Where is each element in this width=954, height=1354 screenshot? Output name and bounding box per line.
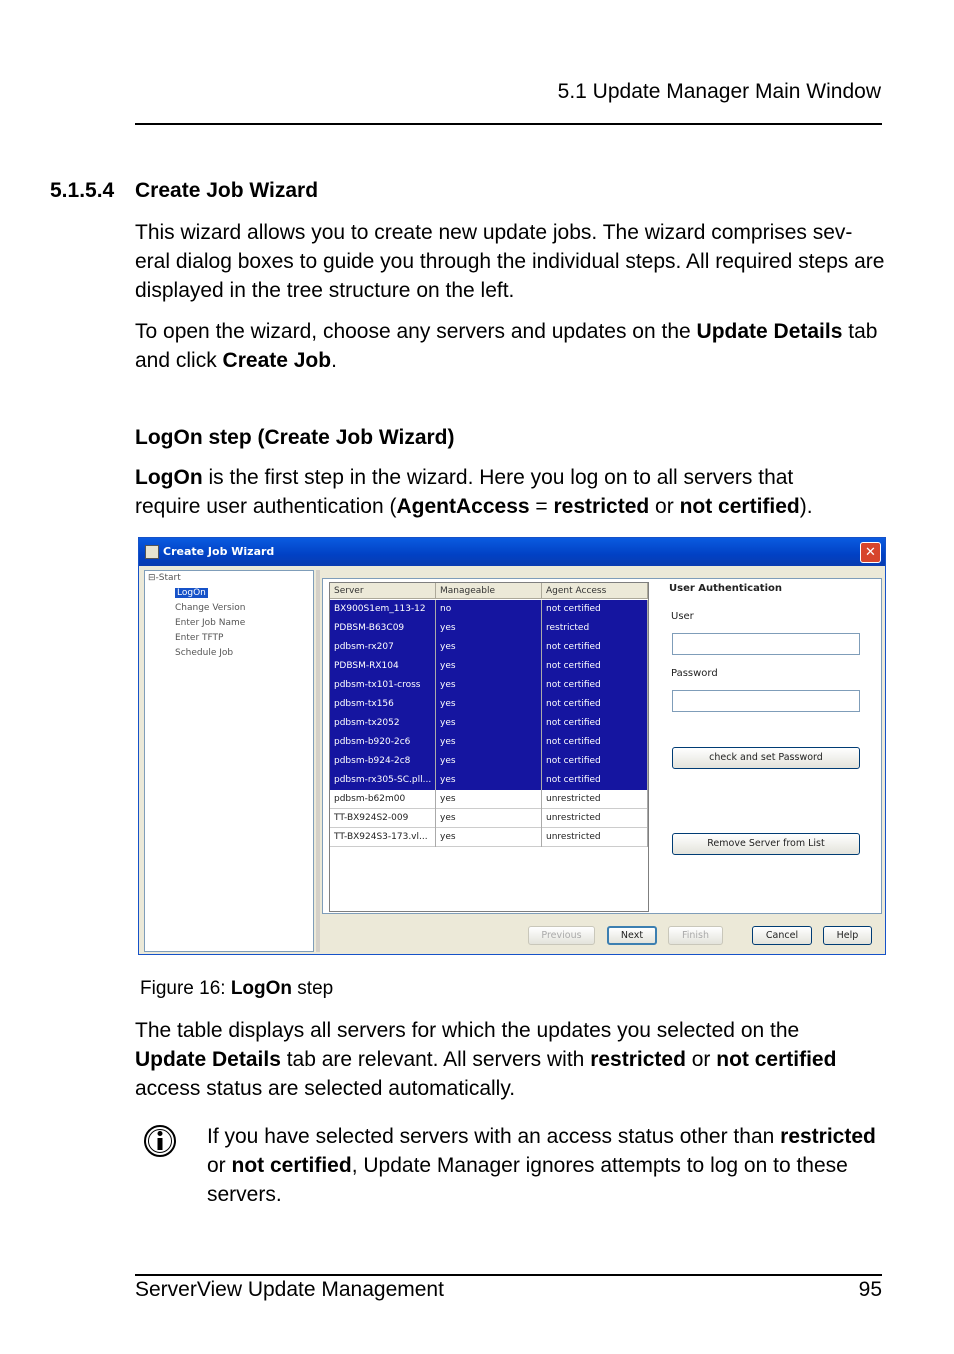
table-cell-manageable: yes	[436, 638, 542, 657]
table-cell-manageable: yes	[436, 828, 542, 847]
table-cell-manageable: yes	[436, 714, 542, 733]
column-header-agent-access[interactable]: Agent Access	[542, 583, 648, 599]
table-cell-access: not certified	[542, 714, 648, 733]
auth-title: User Authentication	[669, 583, 783, 594]
table-cell-access: not certified	[542, 638, 648, 657]
table-row[interactable]	[330, 619, 648, 638]
table-row[interactable]	[330, 809, 648, 828]
logon-paragraph: LogOn is the first step in the wizard. Here you log on to all servers that require user authentication (AgentAccess = restricted or not certified).	[135, 466, 813, 518]
table-cell-server: pdbsm-b920-2c6	[330, 733, 436, 752]
table-cell-server: pdbsm-tx101-cross	[330, 676, 436, 695]
app-icon	[145, 545, 159, 559]
close-icon[interactable]: ✕	[860, 542, 881, 563]
table-cell-manageable: yes	[436, 790, 542, 809]
finish-button[interactable]: Finish	[668, 926, 723, 945]
table-cell-server: pdbsm-b924-2c8	[330, 752, 436, 771]
cancel-button[interactable]: Cancel	[752, 926, 812, 945]
table-cell-server: pdbsm-rx305-SC.pll...	[330, 771, 436, 790]
note-text: If you have selected servers with an access status other than restricted or not certified, Update Manager ignores attempts to log on to these servers.	[207, 1125, 876, 1206]
info-icon	[143, 1124, 177, 1158]
table-cell-manageable: yes	[436, 733, 542, 752]
intro-paragraph-2: To open the wizard, choose any servers and updates on the Update Details tab and click Create Job.	[135, 320, 878, 372]
column-header-manageable[interactable]: Manageable	[436, 583, 542, 599]
window-title: Create Job Wizard	[163, 545, 275, 558]
table-cell-manageable: yes	[436, 619, 542, 638]
password-label: Password	[671, 668, 718, 679]
table-cell-manageable: yes	[436, 676, 542, 695]
user-label: User	[671, 611, 694, 622]
table-row[interactable]	[330, 600, 648, 619]
table-row[interactable]	[330, 790, 648, 809]
remove-server-button[interactable]: Remove Server from List	[672, 833, 860, 855]
table-cell-manageable: yes	[436, 657, 542, 676]
column-header-server[interactable]: Server	[330, 583, 436, 599]
tree-root[interactable]: ⊟-Start	[148, 573, 181, 583]
table-row[interactable]	[330, 714, 648, 733]
tree-item-change-version[interactable]: Change Version	[175, 603, 246, 613]
window-titlebar	[139, 538, 885, 566]
table-cell-server: PDBSM-RX104	[330, 657, 436, 676]
table-cell-access: not certified	[542, 657, 648, 676]
tree-item-schedule-job[interactable]: Schedule Job	[175, 648, 234, 658]
table-cell-access: not certified	[542, 676, 648, 695]
table-row[interactable]	[330, 771, 648, 790]
table-cell-server: TT-BX924S3-173.vl...	[330, 828, 436, 847]
table-cell-manageable: yes	[436, 771, 542, 790]
page-number: 95	[858, 1278, 882, 1301]
intro-paragraph-1: This wizard allows you to create new update jobs. The wizard comprises sev-eral dialog boxes to guide you through the individual steps. All required steps are displayed in the tree structure on the left.	[135, 221, 885, 302]
section-title: Create Job Wizard	[135, 179, 319, 202]
table-row[interactable]	[330, 733, 648, 752]
table-cell-access: unrestricted	[542, 790, 648, 809]
table-description: The table displays all servers for which the updates you selected on the Update Details tab are relevant. All servers with restricted or not certified access status are selected automatically.	[135, 1019, 837, 1100]
section-number: 5.1.5.4	[50, 179, 115, 202]
footer-rule	[135, 1274, 882, 1276]
table-cell-access: not certified	[542, 695, 648, 714]
table-cell-server: PDBSM-B63C09	[330, 619, 436, 638]
table-row[interactable]	[330, 638, 648, 657]
create-job-wizard-window	[138, 537, 886, 955]
table-cell-manageable: no	[436, 600, 542, 619]
tree-item-logon[interactable]: LogOn	[177, 588, 206, 598]
tree-item-enter-tftp[interactable]: Enter TFTP	[175, 633, 224, 643]
table-row[interactable]	[330, 657, 648, 676]
table-cell-access: not certified	[542, 600, 648, 619]
table-cell-manageable: yes	[436, 695, 542, 714]
server-table	[329, 582, 649, 912]
table-row[interactable]	[330, 695, 648, 714]
next-button[interactable]: Next	[607, 926, 657, 945]
help-button[interactable]: Help	[823, 926, 872, 945]
table-cell-server: pdbsm-b62m00	[330, 790, 436, 809]
footer-title: ServerView Update Management	[135, 1278, 444, 1301]
table-row[interactable]	[330, 828, 648, 847]
table-cell-access: not certified	[542, 752, 648, 771]
table-cell-access: unrestricted	[542, 828, 648, 847]
header-rule	[135, 123, 882, 125]
table-row[interactable]	[330, 676, 648, 695]
table-cell-manageable: yes	[436, 752, 542, 771]
table-cell-server: BX900S1em_113-12	[330, 600, 436, 619]
subsection-heading: LogOn step (Create Job Wizard)	[135, 426, 455, 449]
password-input[interactable]	[672, 690, 860, 712]
table-cell-server: pdbsm-tx156	[330, 695, 436, 714]
previous-button[interactable]: Previous	[528, 926, 595, 945]
table-cell-access: not certified	[542, 733, 648, 752]
user-input[interactable]	[672, 633, 860, 655]
table-cell-manageable: yes	[436, 809, 542, 828]
table-cell-server: TT-BX924S2-009	[330, 809, 436, 828]
table-cell-access: unrestricted	[542, 809, 648, 828]
table-row[interactable]	[330, 752, 648, 771]
running-header: 5.1 Update Manager Main Window	[557, 80, 881, 103]
table-cell-server: pdbsm-tx2052	[330, 714, 436, 733]
table-cell-access: restricted	[542, 619, 648, 638]
table-cell-server: pdbsm-rx207	[330, 638, 436, 657]
check-and-set-password-button[interactable]: check and set Password	[672, 747, 860, 769]
table-cell-access: not certified	[542, 771, 648, 790]
tree-item-enter-job-name[interactable]: Enter Job Name	[175, 618, 246, 628]
figure-caption: Figure 16: LogOn step	[140, 978, 334, 999]
splitter[interactable]	[316, 570, 320, 952]
wizard-step-tree	[144, 570, 314, 952]
